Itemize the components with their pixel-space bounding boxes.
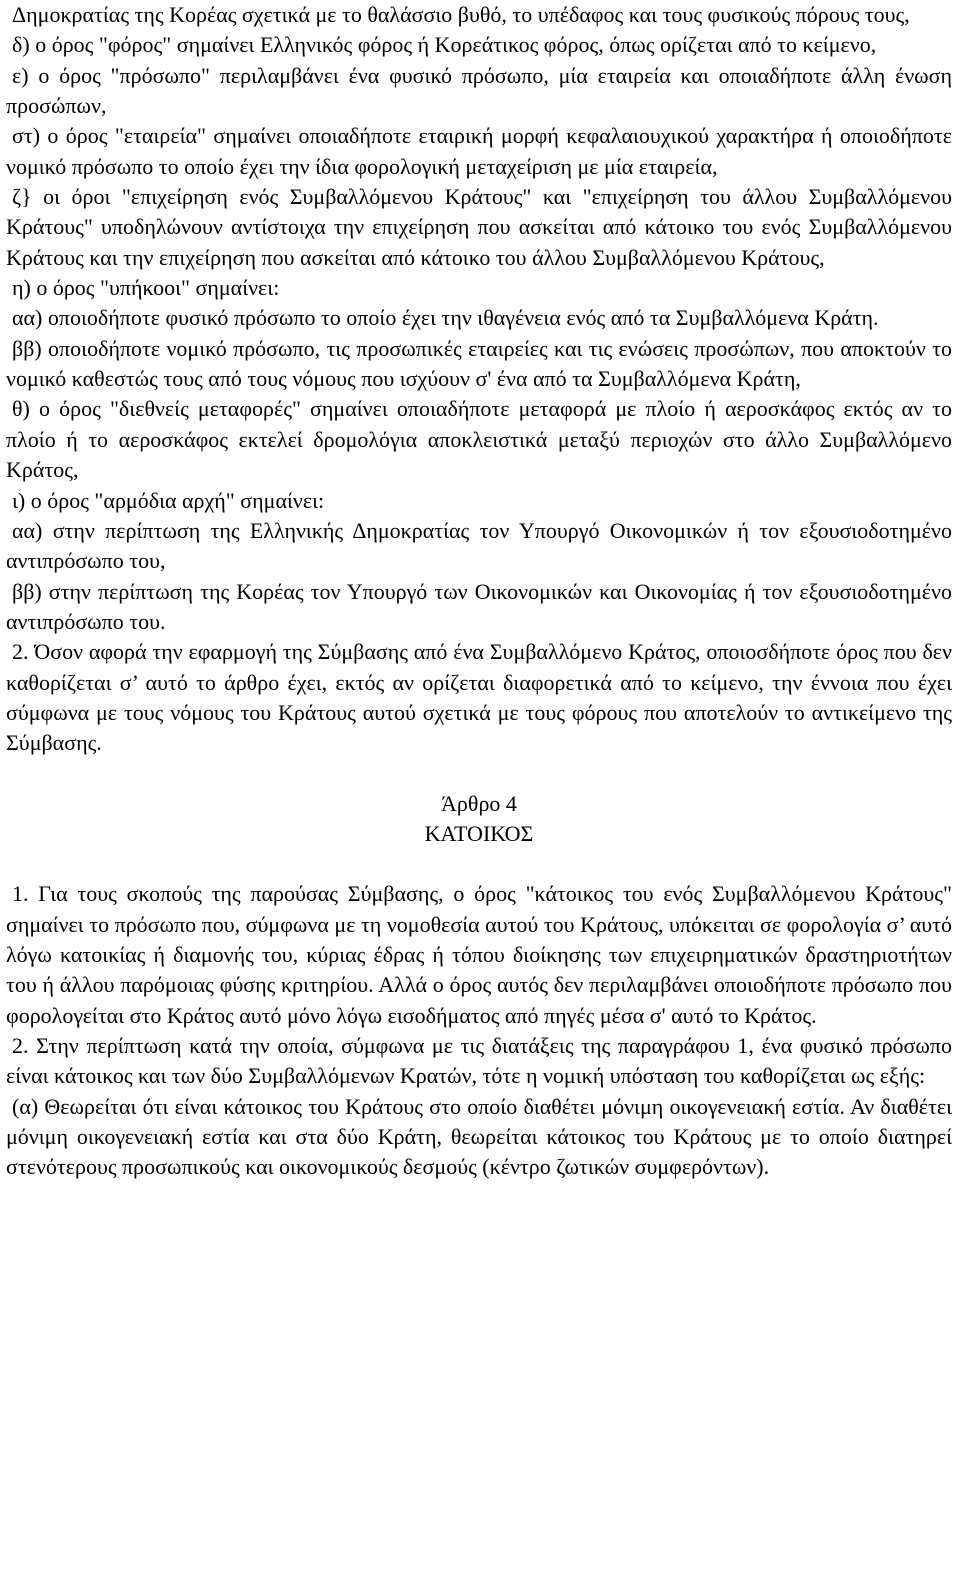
definition-competent-authority-bb: ββ) στην περίπτωση της Κορέας τον Υπουργό των Οικονομικών και Οικονομίας ή τον εξουσιοδοτημένο αντιπρόσωπο του. [6,578,952,634]
paragraph-2-interpretation: 2. Όσον αφορά την εφαρμογή της Σύμβασης από ένα Συμβαλλόμενο Κράτος, οποιοσδήποτε όρος που δεν καθορίζεται σ’ αυτό το άρθρο έχει, εκτός αν ορίζεται διαφορετικά από το κείμενο, την έννοια που έχει σύμφωνα με τους νόμους του Κράτους αυτού σχετικά με τους φόρους που αποτελούν το αντικείμενο της Σύμβασης. [6,639,952,756]
paragraph-1-resident: 1. Για τους σκοπούς της παρούσας Σύμβασης, ο όρος "κάτοικος του ενός Συμβαλλόμενου Κράτους" σημαίνει το πρόσωπο που, σύμφωνα με τη νομοθεσία αυτού του Κράτους, υπόκειται σε φορολογία σ’ αυτό λόγω κατοικίας ή διαμονής του, κύριας έδρας ή τόπου διοίκησης των επιχειρηματικών δραστηριοτήτων του ή άλλου παρόμοιας φύσης κριτηρίου. Αλλά ο όρος αυτός δεν περιλαμβάνει οποιοδήποτε πρόσωπο που φορολογείται στο Κράτος αυτό μόνο λόγω εισοδήματος από πηγές μέσα σ' αυτό το Κράτος. [6,881,952,1028]
paragraph-continuation: Δημοκρατίας της Κορέας σχετικά με το θαλάσσιο βυθό, το υπέδαφος και τους φυσικούς πόρους τους, [12,2,910,27]
article-number: Άρθρο 4 [441,790,517,816]
definition-competent-authority: ι) ο όρος "αρμόδια αρχή" σημαίνει: [12,487,325,513]
definition-nationals-aa: αα) οποιοδήποτε φυσικό πρόσωπο το οποίο έχει την ιθαγένεια ενός από τα Συμβαλλόμενα Κράτη. [12,305,879,331]
definition-nationals: η) ο όρος "υπήκοοι" σημαίνει: [12,275,280,301]
definition-company: στ) ο όρος "εταιρεία" σημαίνει οποιαδήποτε εταιρική μορφή κεφαλαιουχικού χαρακτήρα ή οποιοδήποτε νομικό πρόσωπο το οποίο έχει την ίδια φορολογική μεταχείριση με μία εταιρεία, [6,123,952,179]
section-gap [6,849,952,879]
definition-enterprise: ζ} οι όροι "επιχείρηση ενός Συμβαλλόμενου Κράτους" και "επιχείρηση του άλλου Συμβαλλόμενου Κράτους" υποδηλώνουν αντίστοιχα την επιχείρηση που ασκείται από κάτοικο του ενός Συμβαλλόμενου Κράτους και την επιχείρηση που ασκείται από κάτοικο του άλλου Συμβαλλόμενου Κράτους, [6,184,952,270]
section-gap [6,759,952,789]
definition-person: ε) ο όρος "πρόσωπο" περιλαμβάνει ένα φυσικό πρόσωπο, μία εταιρεία και οποιαδήποτε άλλη ένωση προσώπων, [6,62,952,119]
definition-international-traffic: θ) ο όρος "διεθνείς μεταφορές" σημαίνει οποιαδήποτε μεταφορά με πλοίο ή αεροσκάφος εκτός αν το πλοίο ή το αεροσκάφος εκτελεί δρομολόγια αποκλειστικά μεταξύ περιοχών στο άλλο Συμβαλλόμενο Κράτος, [6,396,952,483]
paragraph-a-permanent-home: (α) Θεωρείται ότι είναι κάτοικος του Κράτους στο οποίο διαθέτει μόνιμη οικογενειακή εστία. Αν διαθέτει μόνιμη οικογενειακή εστία και στα δύο Κράτη, θεωρείται κάτοικος του Κράτους με το οποίο διατηρεί στενότερους προσωπικούς και οικονομικούς δεσμούς (κέντρο ζωτικών συμφερόντων). [6,1093,952,1180]
definition-nationals-bb: ββ) οποιοδήποτε νομικό πρόσωπο, τις προσωπικές εταιρείες και τις ενώσεις προσώπων, που αποκτούν το νομικό καθεστώς τους από τους νόμους που ισχύουν σ' ένα από τα Συμβαλλόμενα Κράτη, [6,335,952,392]
article-heading: ΚΑΤΟΙΚΟΣ [424,820,534,846]
definition-tax: δ) ο όρος "φόρος" σημαίνει Ελληνικός φόρος ή Κορεάτικος φόρος, όπως ορίζεται από το κείμενο, [12,32,877,58]
definition-competent-authority-aa: αα) στην περίπτωση της Ελληνικής Δημοκρατίας τον Υπουργό Οικονομικών ή τον εξουσιοδοτημένο αντιπρόσωπο του, [6,517,952,574]
paragraph-2-dual-residence: 2. Στην περίπτωση κατά την οποία, σύμφωνα με τις διατάξεις της παραγράφου 1, ένα φυσικό πρόσωπο είναι κάτοικος και των δύο Συμβαλλόμενων Κρατών, τότε η νομική υπόσταση του καθορίζεται ως εξής: [6,1033,952,1089]
